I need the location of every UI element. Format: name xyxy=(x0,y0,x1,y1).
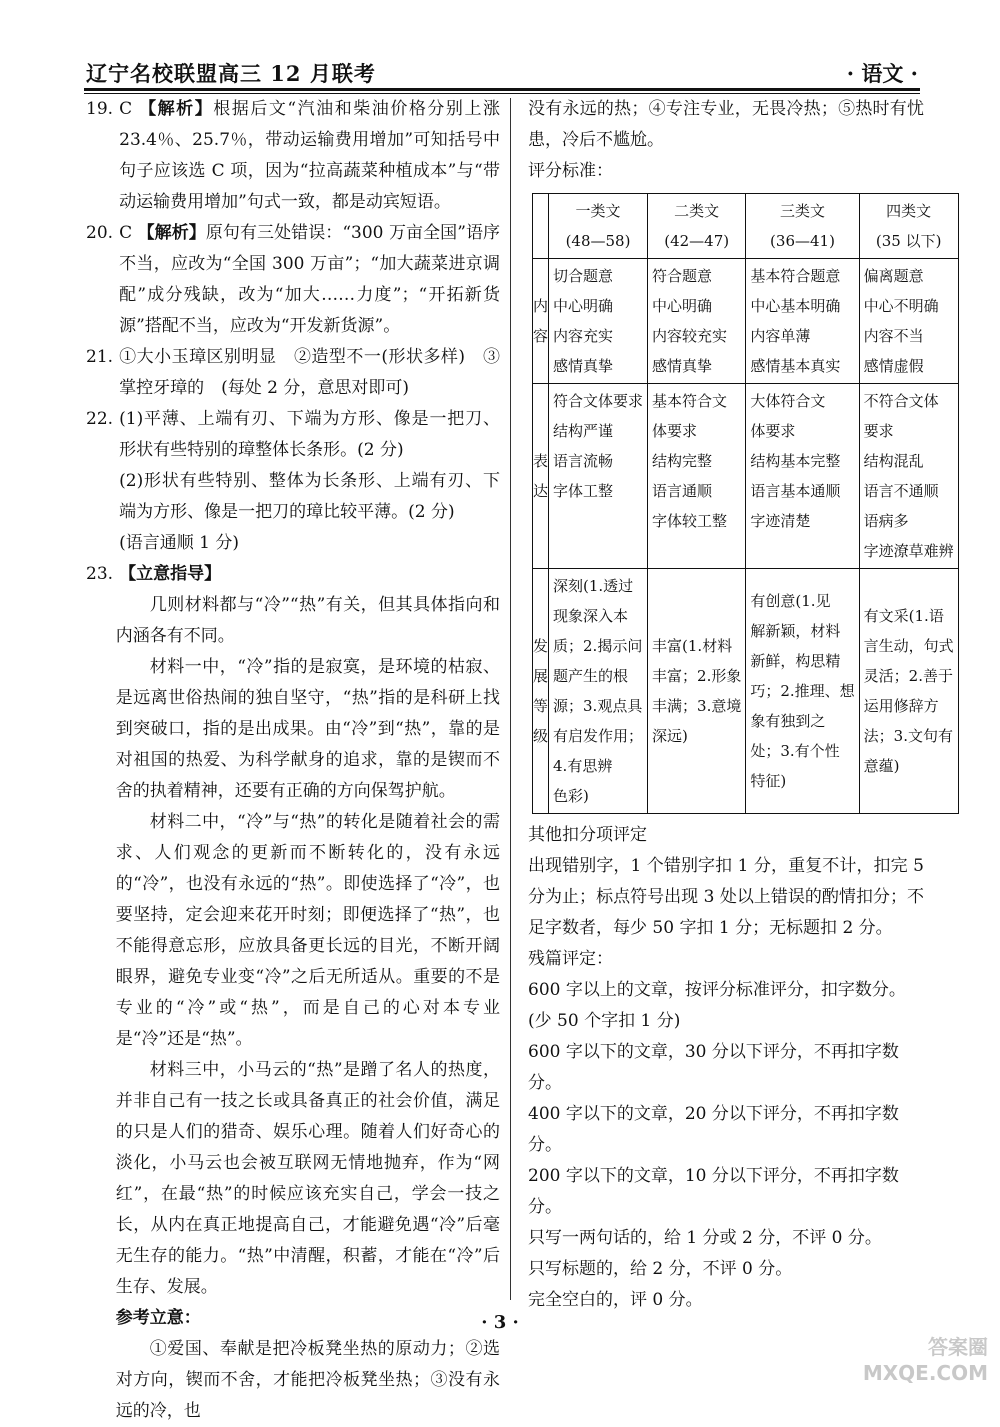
rubric-cell: 不符合文体 要求 结构混乱 语言不通顺 语病多 字迹潦草难辨 xyxy=(859,384,958,569)
watermark-text: 答案圈 xyxy=(928,1335,988,1359)
incomplete-rule: 600 字以上的文章，按评分标准评分，扣字数分。(少 50 个字扣 1 分) xyxy=(528,980,906,1031)
rubric-row-label: 发 展 等 级 xyxy=(533,569,549,814)
answer-letter: C xyxy=(119,99,133,119)
incomplete-rule: 600 字以下的文章，30 分以下评分，不再扣字数分。 xyxy=(528,1042,899,1093)
guidance-paragraph: 材料二中，“冷”与“热”的转化是随着社会的需求、人们观念的更新而不断转化的，没有永远的“冷”，也没有永远的“热”。即使选择了“冷”，也要坚持，定会迎来花开时刻；即便选择了“热”，也不能得意忘形，应放具备更长远的目光，不断开阔眼界，避免专业变“冷”之后无所适从。重要的不是专业的“冷”或“热”，而是自己的心对本专业是“冷”还是“热”。 xyxy=(115,812,500,1049)
left-column xyxy=(86,94,500,1427)
scoring-rubric-table xyxy=(532,193,959,814)
rubric-cell: 大体符合文 体要求 结构基本完整 语言基本通顺 字迹清楚 xyxy=(746,384,859,569)
answer-letter: C xyxy=(119,223,133,243)
rubric-header-row xyxy=(533,194,959,259)
rubric-header-cell: 一类文 (48—58) xyxy=(549,194,648,259)
question-19 xyxy=(86,94,500,218)
exam-title: 辽宁名校联盟高三 12 月联考 xyxy=(86,61,376,86)
question-number: 19. xyxy=(86,99,114,119)
language-note: (语言通顺 1 分) xyxy=(119,533,240,553)
watermark-url: MXQE.COM xyxy=(862,1361,988,1385)
page-number: · 3 · xyxy=(481,1312,519,1333)
rubric-row-expression xyxy=(533,384,959,569)
rubric-header-cell: 四类文 (35 以下) xyxy=(859,194,958,259)
question-19-body xyxy=(119,94,500,218)
question-number: 21. xyxy=(86,347,114,367)
analysis-tag: 【解析】 xyxy=(137,223,206,243)
rubric-cell: 丰富(1.材料 丰富；2.形象 丰满；3.意境 深远) xyxy=(648,569,746,814)
rubric-cell: 符合题意 中心明确 内容较充实 感情真挚 xyxy=(648,259,746,384)
watermark-logo xyxy=(863,1334,988,1386)
reference-heading: 参考立意： xyxy=(115,1308,201,1328)
rubric-corner-cell xyxy=(533,194,549,259)
other-deductions-text: 出现错别字，1 个错别字扣 1 分，重复不计，扣完 5 分为止；标点符号出现 3 处以上错误的酌情扣分；不足字数者，每少 50 字扣 1 分；无标题扣 2 分。 xyxy=(528,856,924,938)
guidance-paragraph: 材料三中，小马云的“热”是蹭了名人的热度，并非自己有一技之长或具备真正的社会价值，满足的只是人们的猎奇、娱乐心理。随着人们好奇心的淡化，小马云也会被互联网无情地抛弃，作为“网红”，在最“热”的时候应该充实自己，学会一技之长，从内在真正地提高自己，才能避免遇“冷”后毫无生存的能力。“热”中清醒，积蓄，才能在“冷”后生存、发展。 xyxy=(115,1060,500,1297)
rubric-row-label: 内 容 xyxy=(533,259,549,384)
reference-text: ①爱国、奉献是把冷板凳坐热的原动力；②选对方向，锲而不舍，才能把冷板凳坐热；③没有永远的冷，也 xyxy=(115,1339,500,1421)
column-divider xyxy=(510,98,511,1300)
question-number: 22. xyxy=(86,409,114,429)
subject-label: · 语文 · xyxy=(846,61,918,86)
question-20-body xyxy=(119,218,500,342)
rubric-cell: 符合文体要求 结构严谨 语言流畅 字体工整 xyxy=(549,384,648,569)
answer-part-2: (2)形状有些特别、整体为长条形、上端有刃、下端为方形、像是一把刀的璋比较平薄。(2 分) xyxy=(119,471,500,522)
incomplete-rule: 完全空白的，评 0 分。 xyxy=(528,1290,703,1310)
guidance-paragraph: 几则材料都与“冷”“热”有关，但其具体指向和内涵各有不同。 xyxy=(115,595,500,646)
rubric-cell: 深刻(1.透过 现象深入本 质；2.揭示问 题产生的根 源；3.观点具 有启发作用； 4.有思辨 色彩) xyxy=(549,569,648,814)
incomplete-heading: 残篇评定： xyxy=(528,949,613,969)
incomplete-rule: 只写标题的，给 2 分，不评 0 分。 xyxy=(528,1259,793,1279)
analysis-tag: 【解析】 xyxy=(139,99,214,119)
rubric-row-label: 表 达 xyxy=(533,384,549,569)
other-deductions-heading: 其他扣分项评定 xyxy=(528,825,647,845)
question-number: 20. xyxy=(86,223,114,243)
rubric-cell: 基本符合题意 中心基本明确 内容单薄 感情基本真实 xyxy=(746,259,859,384)
guidance-heading: 【立意指导】 xyxy=(119,564,222,584)
question-20 xyxy=(86,218,500,342)
analysis-text: 原句有三处错误：“300 万亩全国”语序不当，应改为“全国 300 万亩”；“加大蔬菜进京调配”成分残缺，改为“加大……力度”；“开拓新货源”搭配不当，应改为“开发新货源”。 xyxy=(119,223,501,336)
rubric-header-cell: 三类文 (36—41) xyxy=(746,194,859,259)
incomplete-rule: 只写一两句话的，给 1 分或 2 分，不评 0 分。 xyxy=(528,1228,882,1248)
reference-continuation: 没有永远的热；④专注专业，无畏冷热；⑤热时有忧患，冷后不尴尬。 xyxy=(528,99,924,150)
question-23 xyxy=(86,559,500,590)
question-23-body xyxy=(86,590,500,1427)
question-number: 23. xyxy=(86,564,114,584)
question-22-body xyxy=(119,404,500,559)
right-column xyxy=(528,94,954,1316)
rubric-header-cell: 二类文 (42—47) xyxy=(648,194,746,259)
header-rule xyxy=(84,88,920,91)
rubric-cell: 基本符合文 体要求 结构完整 语言通顺 字体较工整 xyxy=(648,384,746,569)
rubric-cell: 有创意(1.见 解新颖，材料 新鲜，构思精 巧；2.推理、想 象有独到之 处；3.有个性 特征) xyxy=(746,569,859,814)
incomplete-rule: 200 字以下的文章，10 分以下评分，不再扣字数分。 xyxy=(528,1166,899,1217)
criteria-label: 评分标准： xyxy=(528,161,613,181)
rubric-cell: 偏离题意 中心不明确 内容不当 感情虚假 xyxy=(859,259,958,384)
analysis-text: 根据后文“汽油和柴油价格分别上涨 23.4％、25.7％，带动运输费用增加”可知括号中句子应该选 C 项，因为“拉高蔬菜种植成本”与“带动运输费用增加”句式一致，都是动宾短语。 xyxy=(119,99,501,212)
rubric-cell: 有文采(1.语 言生动，句式 灵活；2.善于 运用修辞方 法；3.文句有 意蕴) xyxy=(859,569,958,814)
question-21 xyxy=(86,342,500,404)
question-22 xyxy=(86,404,500,559)
guidance-paragraph: 材料一中，“冷”指的是寂寞，是环境的枯寂、是远离世俗热闹的独自坚守，“热”指的是科研上找到突破口，指的是出成果。由“冷”到“热”，靠的是对祖国的热爱、为科学献身的追求，靠的是锲而不舍的执着精神，还要有正确的方向保驾护航。 xyxy=(115,657,500,801)
incomplete-rule: 400 字以下的文章，20 分以下评分，不再扣字数分。 xyxy=(528,1104,899,1155)
answer-part-1: (1)平薄、上端有刃、下端为方形、像是一把刀、形状有些特别的璋整体长条形。(2 分) xyxy=(119,409,500,460)
question-21-body: ①大小玉璋区别明显 ②造型不一(形状多样) ③掌控牙璋的 (每处 2 分，意思对即可) xyxy=(119,347,500,398)
rubric-cell: 切合题意 中心明确 内容充实 感情真挚 xyxy=(549,259,648,384)
rubric-row-development xyxy=(533,569,959,814)
rubric-row-content xyxy=(533,259,959,384)
